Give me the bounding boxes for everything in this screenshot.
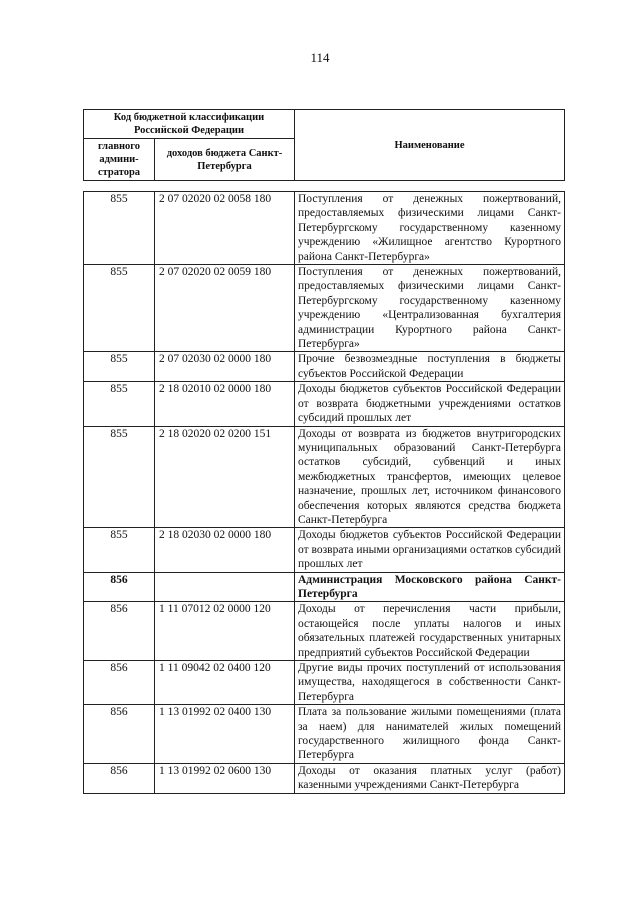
code-cell: 1 13 01992 02 0400 130 xyxy=(155,705,295,764)
code-cell: 2 18 02010 02 0000 180 xyxy=(155,382,295,426)
table-row xyxy=(84,265,565,352)
header-group-label: Код бюджетной классификации Российской Федерации xyxy=(84,110,295,139)
code-cell: 1 11 07012 02 0000 120 xyxy=(155,602,295,661)
code-cell: 1 11 09042 02 0400 120 xyxy=(155,661,295,705)
name-cell: Поступления от денежных пожертвований, предоставляемых физическими лицами Санкт-Петербургскому государственному казенному учреждению «Централизованная бухгалтерия администрации Курортного района Санкт-Петербурга» xyxy=(295,265,565,352)
name-cell: Доходы от возврата из бюджетов внутригородских муниципальных образований Санкт-Петербурга остатков субсидий, субвенций и иных межбюджетных трансфертов, имеющих целевое назначение, прошлых лет, источником финансового обеспечения которых являются средства бюджета Санкт-Петербурга xyxy=(295,426,565,528)
code-cell: 2 07 02020 02 0058 180 xyxy=(155,192,295,265)
header-name-label: Наименование xyxy=(295,110,565,181)
code-cell: 2 07 02020 02 0059 180 xyxy=(155,265,295,352)
name-cell: Администрация Московского района Санкт-Петербурга xyxy=(295,572,565,602)
name-cell: Поступления от денежных пожертвований, предоставляемых физическими лицами Санкт-Петербургскому государственному казенному учреждению «Жилищное агентство Курортного района Санкт-Петербурга» xyxy=(295,192,565,265)
admin-cell: 855 xyxy=(84,528,155,572)
name-cell: Плата за пользование жилыми помещениями (плата за наем) для нанимателей жилых помещений государственного жилищного фонда Санкт-Петербурга xyxy=(295,705,565,764)
table-row xyxy=(84,763,565,793)
table-row xyxy=(84,705,565,764)
admin-cell: 855 xyxy=(84,192,155,265)
table-row xyxy=(84,528,565,572)
admin-cell: 856 xyxy=(84,661,155,705)
admin-cell: 856 xyxy=(84,602,155,661)
name-cell: Доходы от перечисления части прибыли, остающейся после уплаты налогов и иных обязательных платежей государственных унитарных предприятий субъектов Российской Федерации xyxy=(295,602,565,661)
admin-cell: 855 xyxy=(84,382,155,426)
header-admin-label: главного админи-стратора xyxy=(84,139,155,181)
table-row xyxy=(84,572,565,602)
table-header xyxy=(83,109,565,181)
admin-cell: 855 xyxy=(84,426,155,528)
admin-cell: 856 xyxy=(84,763,155,793)
page-number: 114 xyxy=(310,50,330,65)
code-cell: 2 07 02030 02 0000 180 xyxy=(155,352,295,382)
admin-cell: 856 xyxy=(84,572,155,602)
name-cell: Доходы от оказания платных услуг (работ) казенными учреждениями Санкт-Петербурга xyxy=(295,763,565,793)
name-cell: Доходы бюджетов субъектов Российской Федерации от возврата бюджетными учреждениями остатков субсидий прошлых лет xyxy=(295,382,565,426)
table-row xyxy=(84,426,565,528)
code-cell: 2 18 02030 02 0000 180 xyxy=(155,528,295,572)
admin-cell: 856 xyxy=(84,705,155,764)
code-cell: 2 18 02020 02 0200 151 xyxy=(155,426,295,528)
code-cell xyxy=(155,572,295,602)
classification-table xyxy=(83,191,565,794)
code-cell: 1 13 01992 02 0600 130 xyxy=(155,763,295,793)
table-row xyxy=(84,192,565,265)
header-income-label: доходов бюджета Санкт-Петербурга xyxy=(155,139,295,181)
table-row xyxy=(84,382,565,426)
name-cell: Доходы бюджетов субъектов Российской Федерации от возврата иными организациями остатков субсидий прошлых лет xyxy=(295,528,565,572)
admin-cell: 855 xyxy=(84,265,155,352)
table-row xyxy=(84,661,565,705)
name-cell: Прочие безвозмездные поступления в бюджеты субъектов Российской Федерации xyxy=(295,352,565,382)
table-row xyxy=(84,352,565,382)
name-cell: Другие виды прочих поступлений от использования имущества, находящегося в собственности Санкт-Петербурга xyxy=(295,661,565,705)
table-row xyxy=(84,602,565,661)
admin-cell: 855 xyxy=(84,352,155,382)
